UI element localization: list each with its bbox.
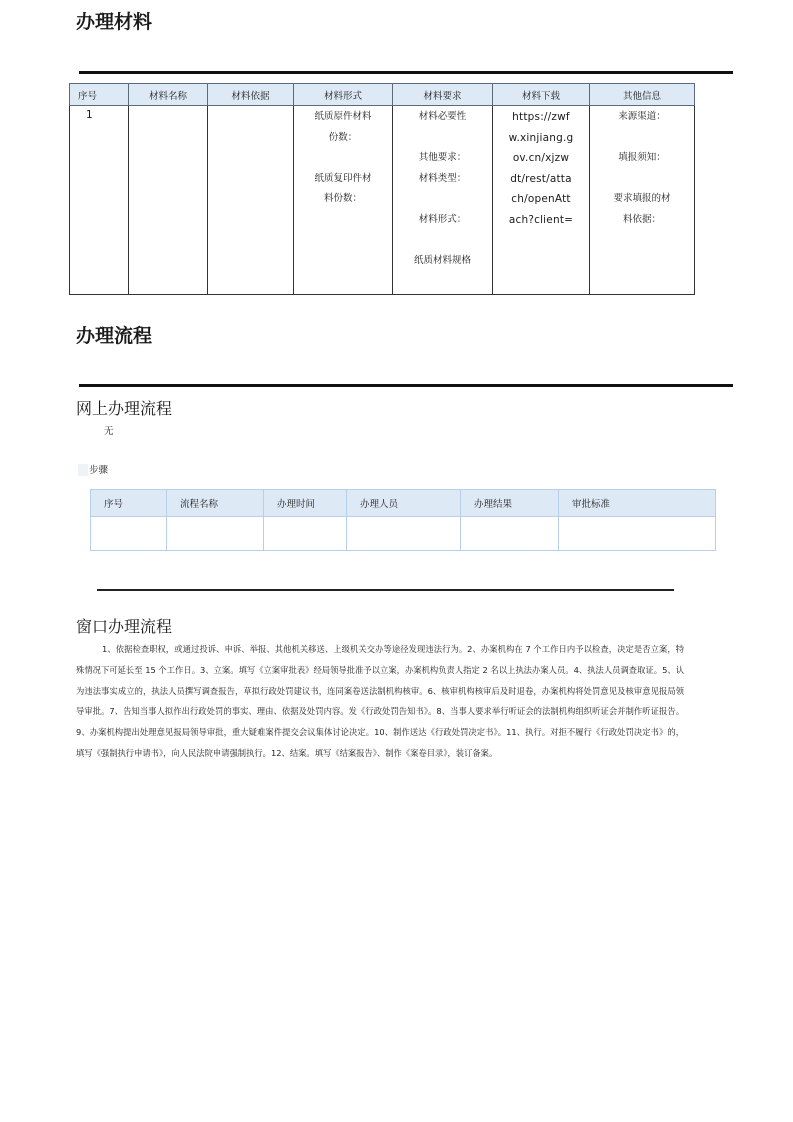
cell-line <box>393 128 492 149</box>
cell-line: 材料必要性 <box>418 111 467 122</box>
cell-line: 纸质材料规格 <box>413 254 471 266</box>
steps-label: 步骤 <box>89 465 109 476</box>
cell-line: w.xinjiang.g <box>508 131 574 144</box>
cell-line: ov.cn/xjzw <box>512 152 570 164</box>
cell-index <box>70 106 129 295</box>
requirement-lines <box>393 106 492 271</box>
cell-line: 份数： <box>328 131 358 143</box>
steps-header-person: 办理人员 <box>347 490 461 517</box>
cell-basis <box>208 106 294 295</box>
cell-form <box>294 106 393 295</box>
header-other: 其他信息 <box>590 84 695 106</box>
process-title: 办理流程 <box>76 325 153 347</box>
cell-line: ach?client= <box>508 213 574 226</box>
row-index: 1 <box>86 109 93 121</box>
cell-requirement <box>393 106 493 295</box>
materials-divider <box>79 71 733 74</box>
form-lines <box>294 106 392 210</box>
cell-line <box>393 230 492 251</box>
window-process-text: 1、依据检查职权，或通过投诉、申诉、举报、其他机关移送、上级机关交办等途径发现违法行为。2、办案机构在 7 个工作日内予以检查，决定是否立案，特殊情况下可延长至 15 个工作日。3、立案。填写《立案审批表》经局领导批准予以立案，办案机构负责人指定 2 名以上执法办案人员。4、执法人员调查取证。5、认为违法事实成立的，执法人员撰写调查报告，草拟行政处罚建议书，连同案卷送法制机构核审。6、核审机构核审后及时退卷，办案机构将处罚意见及核审意见报局领导审批。7、告知当事人拟作出行政处罚的事实、理由、依据及处罚内容。发《行政处罚告知书》。8、当事人要求举行听证会的法制机构组织听证会并制作听证报告。9、办案机构提出处理意见报局领导审批，重大疑难案件提交会议集体讨论决定。10、制作送达《行政处罚决定书》。11、执行。对拒不履行《行政处罚决定书》的，填写《强制执行申请书》，向人民法院申请强制执行。12、结案。填写《结案报告》、制作《案卷目录》，装订备案。 <box>76 644 684 758</box>
cell-line: ch/openAtt <box>511 193 571 205</box>
table-row <box>70 106 695 295</box>
window-process-title: 窗口办理流程 <box>76 617 173 636</box>
materials-table <box>69 83 695 295</box>
header-index: 序号 <box>70 84 129 106</box>
steps-header-standard: 审批标准 <box>559 490 716 517</box>
cell-line: 来源渠道： <box>618 111 666 122</box>
cell-line: 料依据： <box>622 213 661 225</box>
download-link[interactable] <box>493 106 589 230</box>
header-download: 材料下载 <box>493 84 590 106</box>
cell-download[interactable] <box>493 106 590 295</box>
other-lines <box>590 106 694 230</box>
header-basis: 材料依据 <box>208 84 294 106</box>
steps-header-time: 办理时间 <box>264 490 347 517</box>
cell-line: 其他要求： <box>418 152 467 163</box>
cell-line: dt/rest/atta <box>510 172 572 185</box>
cell-name <box>129 106 208 295</box>
table-row <box>91 517 716 551</box>
materials-header-row <box>70 84 695 106</box>
header-requirement: 材料要求 <box>393 84 493 106</box>
steps-header-result: 办理结果 <box>461 490 559 517</box>
cell-other <box>590 106 695 295</box>
materials-title: 办理材料 <box>76 11 153 33</box>
cell-line <box>590 128 694 149</box>
online-process-title: 网上办理流程 <box>76 399 173 418</box>
steps-table <box>90 489 716 551</box>
header-form: 材料形式 <box>294 84 393 106</box>
cell-line: 料份数： <box>323 193 362 204</box>
cell-line <box>294 148 392 169</box>
header-name: 材料名称 <box>129 84 208 106</box>
cell-line: 要求填报的材 <box>613 193 671 204</box>
cell-line: 纸质复印件材 <box>314 172 372 184</box>
cell-line: 纸质原件材料 <box>314 111 372 122</box>
window-divider <box>97 589 674 591</box>
steps-header-name: 流程名称 <box>167 490 264 517</box>
steps-header-index: 序号 <box>91 490 167 517</box>
cell-line <box>393 189 492 210</box>
cell-line <box>590 169 694 190</box>
online-none-text: 无 <box>104 426 114 437</box>
cell-line: 填报须知： <box>618 152 666 163</box>
cell-line: https://zwf <box>512 111 570 123</box>
cell-line: 材料形式： <box>418 213 467 225</box>
cell-line: 材料类型： <box>418 172 467 184</box>
steps-header-row <box>91 490 716 517</box>
process-divider <box>79 384 733 387</box>
